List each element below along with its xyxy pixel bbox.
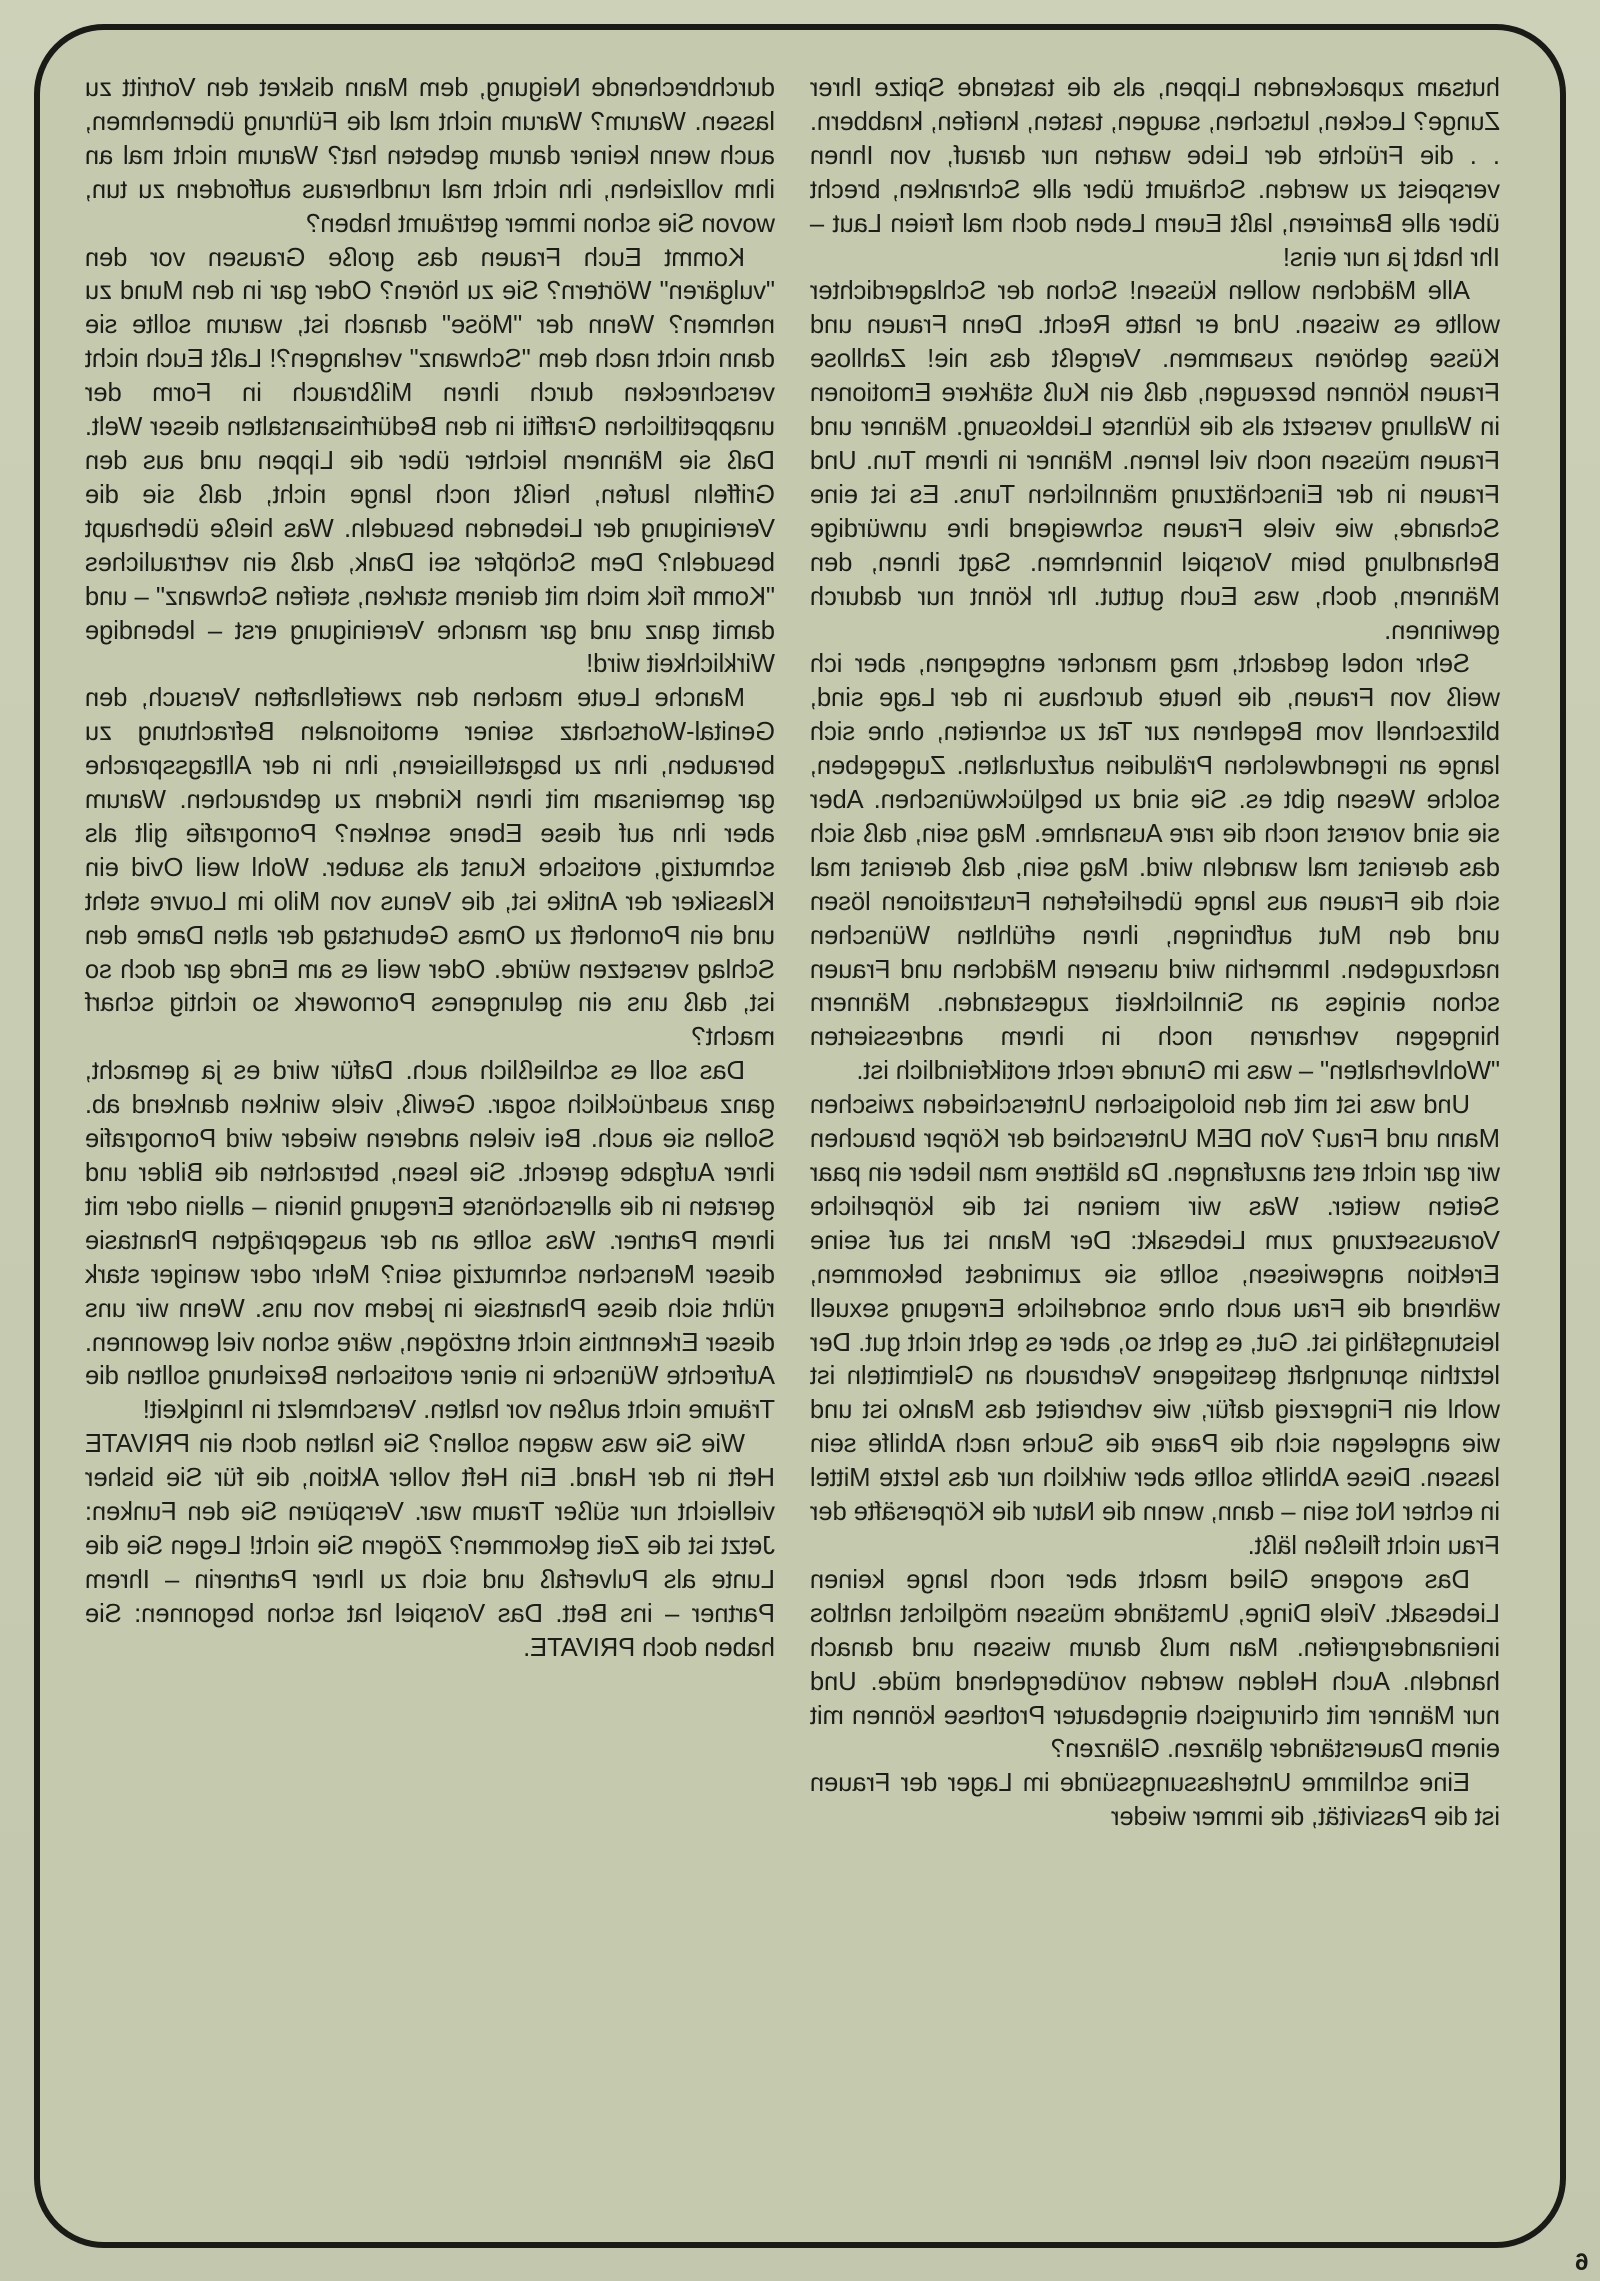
paragraph: Manche Leute machen den zweifelhaften Versuch, den Genital-Wortschatz seiner emotionalen Befrachtung zu berauben, ihn zu bagatellisieren, ihn in der Alltagssprache gar gemeinsam mit ihren Kindern zu gebrauchen. Warum aber ihn auf diese Ebene senken? Pornografie gilt als schmutzig, erotische Kunst als sauber. Wohl weil Ovid ein Klassiker der Antike ist, die Venus von Milo im Louvre steht und ein Pornoheft zu Omas Geburtstag der alten Dame den Schlag versetzen würde. Oder weil es am Ende gar doch so ist, daß uns ein gelungenes Pornowerk so richtig scharf macht? [85, 684, 775, 1052]
text-column-second [85, 72, 775, 1666]
paragraph: Wie Sie was wagen sollen? Sie halten doch ein PRIVATE Heft in der Hand. Ein Heft voller Aktion, die für Sie bisher vielleicht nur süßer Traum war. Verspüren Sie den Funken: Jetzt ist die Zeit gekommen? Zögern Sie nicht! Legen Sie die Lunte als Pulverfaß und sich zu Ihrer Partnerin – Ihrem Partner – ins Bett. Das Vorspiel hat schon begonnen: Sie haben doch PRIVATE. [85, 1430, 775, 1662]
paragraph: Alle Mädchen wollen küssen! Schon der Schlagerdichter wollte es wissen. Und er hatte Recht. Denn Frauen und Küsse gehören zusammen. Vergeßt das nie! Zahllose Frauen können bezeugen, daß ein Kuß stärkere Emotionen in Wallung versetzt als die kühnste Liebkosung. Männer und Frauen müssen noch viel lernen. Männer in ihrem Tun. Und Frauen in der Einschätzung männlichen Tuns. Es ist eine Schande, wie viele Frauen schweigend ihre unwürdige Behandlung beim Vorspiel hinnehmen. Sagt ihnen, den Männern, doch, was Euch guttut. Ihr könnt nur dadurch gewinnen. [810, 277, 1500, 645]
paragraph: Und was ist mit den biologischen Unterschieden zwischen Mann und Frau? Von DEM Unterschied der Körper brauchen wir gar nicht erst anzufangen. Da blättere man lieber ein paar Seiten weiter. Was wir meinen ist die körperliche Voraussetzung zum Liebesakt: Der Mann ist auf seine Erektion angewiesen, sollte sie zumindest bekommen, während die Frau auch ohne sonderliche Erregung sexuell leistungsfähig ist. Gut, es geht so, aber es geht nicht gut. Der letzthin sprunghaft gestiegene Verbrauch an Gleitmitteln ist wohl ein Fingerzeig dafür, wie verbreitet das Manko ist und wie angelegen sich die Paare die Suche nach Abhilfe sein lassen. Diese Abhilfe sollte aber wirklich nur das letzte Mittel in echter Not sein – dann, wenn die Natur die Körpersäfte der Frau nicht fließen läßt. [810, 1091, 1500, 1560]
text-column-first [810, 72, 1500, 1835]
paragraph: Das erogene Glied macht aber noch lange keinen Liebesakt. Viele Dinge, Umstände müssen möglichst nahtlos ineinandergreifen. Man muß darum wissen und danach handeln. Auch Helden werden vorübergehend müde. Und nur Männer mit chirurgisch eingebauter Prothese können mit einem Dauerständer glänzen. Glänzen? [810, 1565, 1500, 1764]
paragraph: Sehr nobel gedacht, mag mancher entgegnen, aber ich weiß von Frauen, die heute durchaus in der Lage sind, blitzschnell vom Begehren zur Tat zu schreiten, ohne sich lange an irgendwelchen Präludien aufzuhalten. Zugegeben, solche Wesen gibt es. Sie sind zu beglückwünschen. Aber sie sind vorerst noch die rare Ausnahme. Mag sein, daß sich das dereinst mal wandeln wird. Mag sein, daß dereinst mal sich die Frauen aus lange überlieferten Frustrationen lösen und den Mut aufbringen, ihren erfühlten Wünschen nachzugeben. Immerhin wird unseren Mädchen und Frauen schon einiges an Sinnlichkeit zugestanden. Männern hingegen verharren noch in ihrem andressierten "Wohlverhalten" – was im Grunde recht erotikfeindlich ist. [810, 650, 1500, 1086]
paragraph: Eine schlimme Unterlassungssünde im Lager der Frauen ist die Passivität, die immer wieder [810, 1769, 1500, 1832]
mirrored-text-block [40, 30, 1560, 2242]
paragraph: Kommt Euch Frauen das große Grausen vor den "vulgären" Wörtern? Sie zu hören? Oder gar in den Mund zu nehmen? Wenn der "Möse" danach ist, warum sollte sie dann nicht nach dem "Schwanz" verlangen?! Laßt Euch nicht verschrecken durch ihren Mißbrauch in Form der unappetitlichen Graffiti in den Bedürfnisanstalten dieser Welt. Daß sie Männern leichter über die Lippen und aus den Griffeln laufen, heißt noch lange nicht, daß sie die Vereinigung der Liebenden besudeln. Was hieße überhaupt besudeln? Dem Schöpfer sei Dank, daß ein vertrauliches "Komm fick mich mit deinem starken, steifen Schwanz" – und damit ganz und gar manche Vereinigung erst – lebendige Wirklichkeit wird! [85, 243, 775, 679]
page-number: 6 [1574, 2249, 1588, 2276]
paragraph: hutsam zupackenden Lippen, als die tastende Spitze Ihrer Zunge? Lecken, lutschen, saugen, tasten, kneifen, knabbern. . . die Früchte der Liebe warten nur darauf, von Ihnen verspeist zu werden. Schäumt über alle Schranken, brecht über alle Barrieren, laßt Euern Leben doch mal freien Laut – Ihr habt ja nur eins! [810, 74, 1500, 272]
paragraph: Das soll es schließlich auch. Dafür wird es ja gemacht, ganz ausdrücklich sogar. Gewiß, viele winken dankend ab. Sollen sie auch. Bei vielen anderen wieder wird Pornografie ihrer Aufgabe gerecht. Sie lesen, betrachten die Bilder und geraten in die allerschönste Erregung hinein – allein oder mit ihrem Partner. Was sollte an der ausgeprägten Phantasie dieser Menschen schmutzig sein? Mehr oder weniger stark rührt sich diese Phantasie in jedem von uns. Wenn wir uns dieser Erkenntnis nicht entzögen, wäre schon viel gewonnen. Aufrechte Wünsche in einer erotischen Beziehung sollten die Träume nicht außen vor halten. Verschmelzt in Innigkeit! [85, 1057, 775, 1425]
paragraph: durchbrechende Neigung, dem Mann diskret den Vortritt zu lassen. Warum? Warum nicht mal die Führung übernehmen, auch wenn keiner darum gebeten hat? Warum nicht mal an ihm vollziehen, ihn nicht mal rundheraus auffordern zu tun, wovon Sie schon immer geträumt haben? [85, 74, 775, 238]
